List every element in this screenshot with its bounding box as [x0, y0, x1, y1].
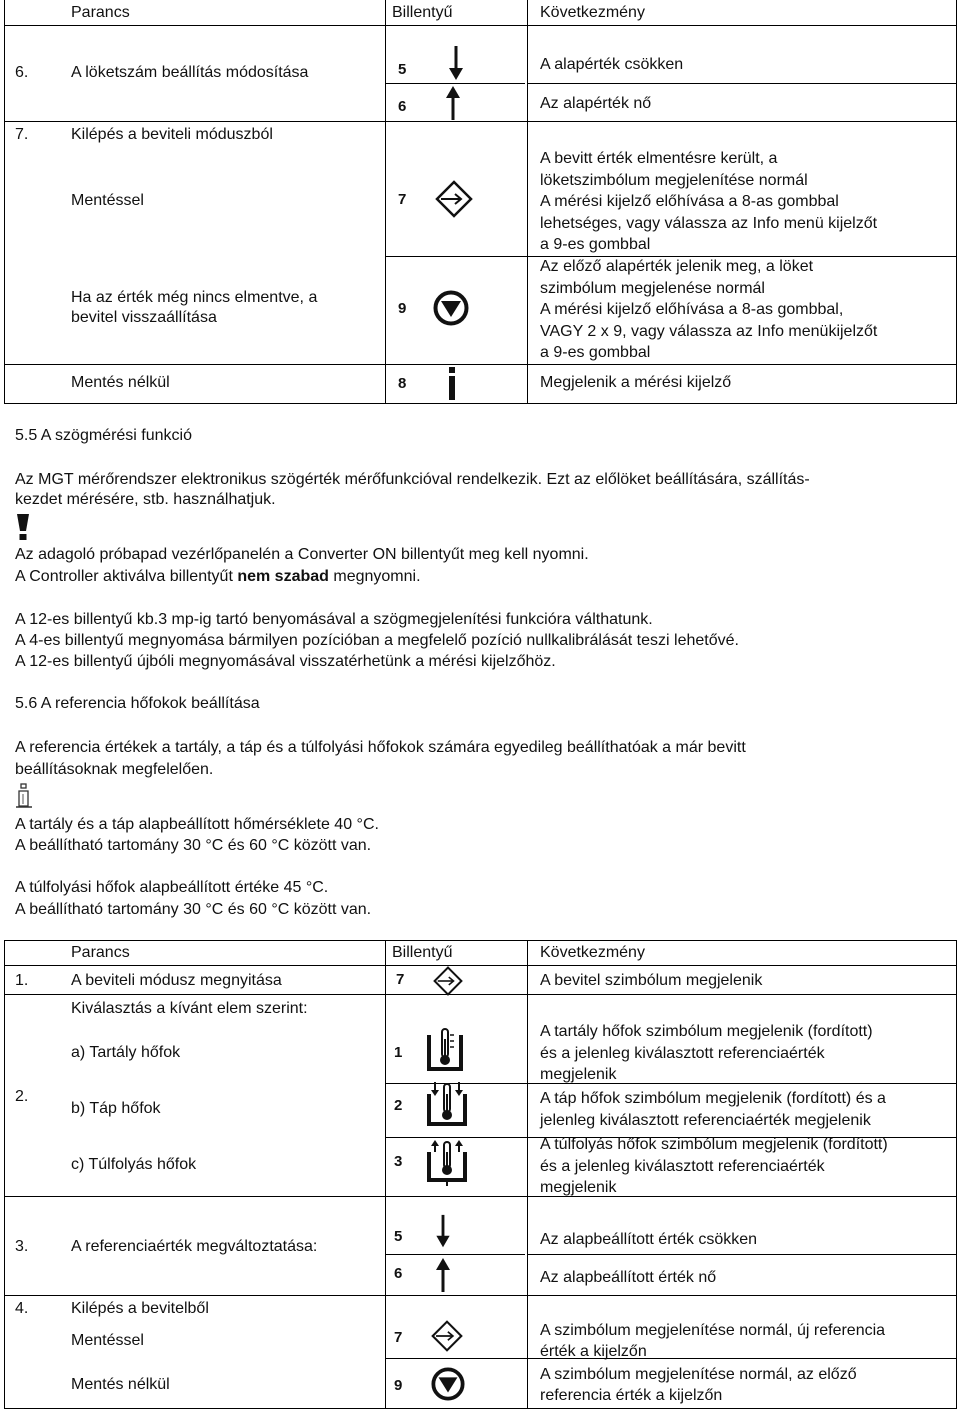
key-9-label: 9	[398, 300, 407, 317]
t1-header-parancs: Parancs	[71, 4, 130, 21]
t1-header-kovetkezmeny: Következmény	[540, 4, 645, 21]
t1-header-billentyu: Billentyű	[392, 4, 453, 21]
t2-header-parancs: Parancs	[71, 944, 130, 961]
t1-row7-save: Mentéssel	[71, 192, 144, 209]
key-5-label: 5	[394, 1228, 403, 1245]
s55-warn-line1: Az adagoló próbapad vezérlőpanelén a Converter ON billentyűt meg kell nyomni.	[15, 546, 589, 563]
s55-p1-line2: kezdet mérésére, stb. használhatjuk.	[15, 491, 276, 508]
line: A mérési kijelző előhívása a 8-as gombbal,	[540, 301, 844, 318]
t2-row2-num: 2.	[15, 1088, 29, 1105]
t2-row2-result-c	[540, 1134, 888, 1199]
info-hand-icon	[14, 782, 36, 810]
t2-row4-save: Mentéssel	[71, 1332, 144, 1349]
t1-row7-nosave-result: Megjelenik a mérési kijelző	[540, 374, 732, 391]
t2-row2-result-b	[540, 1088, 886, 1131]
arrow-down-icon	[433, 1213, 453, 1251]
key-7-label: 7	[394, 1329, 403, 1346]
t1-row6-result5: A alapérték csökken	[540, 56, 684, 73]
enter-diamond-icon	[432, 966, 464, 996]
s56-info2-line2: A beállítható tartomány 30 °C és 60 °C között van.	[15, 901, 372, 918]
s56-info1-line1: A tartály és a táp alapbeállított hőmérséklete 40 °C.	[15, 816, 379, 833]
t2-row1-result: A bevitel szimbólum megjelenik	[540, 972, 763, 989]
line: Ha az érték még nincs elmentve, a	[71, 289, 318, 306]
stop-triangle-icon	[430, 1367, 466, 1401]
arrow-up-icon	[433, 1256, 453, 1294]
key-2-label: 2	[394, 1097, 403, 1114]
s56-p1-line2: beállításoknak megfelelően.	[15, 761, 214, 778]
t1-row7-nosave: Mentés nélkül	[71, 374, 170, 391]
line: A mérési kijelző előhívása a 8-as gombbal	[540, 193, 839, 210]
key-8-label: 8	[398, 375, 407, 392]
line: megjelenik	[540, 1066, 617, 1083]
enter-diamond-icon	[430, 1320, 464, 1352]
s56-info1-line2: A beállítható tartomány 30 °C és 60 °C között van.	[15, 837, 372, 854]
line: a 9-es gombbal	[540, 236, 651, 253]
section-5-5-heading: 5.5 A szögmérési funkció	[15, 427, 192, 444]
s56-info2-line1: A túlfolyási hőfok alapbeállított értéke 45 °C.	[15, 879, 329, 896]
t2-row3-result6: Az alapbeállított érték nő	[540, 1269, 717, 1286]
line: A túlfolyás hőfok szimbólum megjelenik (fordított)	[540, 1136, 888, 1153]
t2-row2-b: b) Táp hőfok	[71, 1100, 161, 1117]
line: lehetséges, vagy válassza az Info menü kijelzőt	[540, 214, 878, 232]
t1-row7-restore	[71, 288, 317, 328]
t1-row7-command: Kilépés a beviteli móduszból	[71, 126, 273, 143]
t1-row7-num: 7.	[15, 126, 29, 143]
t2-row1-command: A beviteli módusz megnyitása	[71, 972, 282, 989]
s55-p1-line1: Az MGT mérőrendszer elektronikus szögérték mérőfunkcióval rendelkezik. Ezt az előlöket beállítására, szállítás-	[15, 471, 810, 488]
t1-row6-command: A löketszám beállítás módosítása	[71, 64, 309, 81]
line: megjelenik	[540, 1179, 617, 1196]
line: jelenleg kiválasztott referenciaérték megjelenik	[540, 1111, 871, 1129]
line: A szimbólum megjelenítése normál, az előző	[540, 1366, 857, 1383]
t2-row2-a: a) Tartály hőfok	[71, 1044, 181, 1061]
line: Az előző alapérték jelenik meg, a löket	[540, 258, 814, 275]
key-7-label: 7	[396, 971, 405, 988]
line: referencia érték a kijelzőn	[540, 1387, 723, 1404]
t2-row1-num: 1.	[15, 972, 29, 989]
tank-temperature-icon	[425, 1025, 465, 1075]
s56-p1-line1: A referencia értékek a tartály, a táp és a túlfolyási hőfokok számára egyedileg beállíthatóak a már bevitt	[15, 739, 746, 756]
line: a 9-es gombbal	[540, 344, 651, 361]
t2-row2-command: Kiválasztás a kívánt elem szerint:	[71, 1000, 308, 1017]
s55-p2-line3: A 12-es billentyű újbóli megnyomásával visszatérhetünk a mérési kijelzőhöz.	[15, 653, 556, 670]
line: A szimbólum megjelenítése normál, új referencia	[540, 1322, 886, 1339]
t2-row3-num: 3.	[15, 1238, 29, 1255]
t2-row3-command: A referenciaérték megváltoztatása:	[71, 1238, 318, 1255]
t1-row6-result6: Az alapérték nő	[540, 95, 652, 112]
key-3-label: 3	[394, 1153, 403, 1170]
warn2-pre: A Controller aktiválva billentyűt	[15, 568, 238, 585]
t1-row7-save-result	[540, 148, 877, 256]
t2-row4-nosave-result	[540, 1364, 857, 1406]
enter-diamond-icon	[434, 180, 474, 218]
arrow-down-icon	[446, 44, 466, 84]
line: löketszimbólum megjelenítése normál	[540, 171, 808, 189]
stop-triangle-icon	[432, 290, 470, 326]
section-5-6-heading: 5.6 A referencia hőfokok beállítása	[15, 695, 260, 712]
feed-temperature-icon	[425, 1080, 469, 1130]
key-7-label: 7	[398, 191, 407, 208]
t2-row4-num: 4.	[15, 1300, 29, 1317]
line: A táp hőfok szimbólum megjelenik (fordított) és a	[540, 1090, 886, 1107]
line: VAGY 2 x 9, vagy válassza az Info menükijelzőt	[540, 322, 878, 340]
t1-row6-num: 6.	[15, 64, 29, 81]
line: bevitel visszaállítása	[71, 309, 217, 326]
key-6-label: 6	[394, 1265, 403, 1282]
t1-row7-restore-result	[540, 256, 877, 364]
s55-p2-line2: A 4-es billentyű megnyomása bármilyen pozícióban a megfelelő pozíció nullkalibrálását teszi lehetővé.	[15, 632, 739, 649]
info-i-icon	[444, 366, 460, 402]
line: és a jelenleg kiválasztott referenciaérték	[540, 1157, 825, 1175]
t2-row4-save-result	[540, 1320, 885, 1362]
t2-header-billentyu: Billentyű	[392, 944, 453, 961]
line: szimbólum megjelenése normál	[540, 279, 765, 297]
key-9-label: 9	[394, 1377, 403, 1394]
t2-header-kovetkezmeny: Következmény	[540, 944, 645, 961]
line: A bevitt érték elmentésre került, a	[540, 150, 778, 167]
overflow-temperature-icon	[425, 1138, 469, 1188]
key-5-label: 5	[398, 61, 407, 78]
warning-exclamation-icon	[14, 513, 32, 541]
line: A tartály hőfok szimbólum megjelenik (fordított)	[540, 1023, 873, 1040]
arrow-up-icon	[443, 84, 463, 122]
s55-warn-line2	[15, 567, 421, 587]
t2-row2-c: c) Túlfolyás hőfok	[71, 1156, 197, 1173]
t2-row4-command: Kilépés a bevitelből	[71, 1300, 209, 1317]
line: érték a kijelzőn	[540, 1343, 647, 1360]
t2-row3-result5: Az alapbeállított érték csökken	[540, 1231, 758, 1248]
warn2-post: megnyomni.	[328, 568, 421, 585]
warn2-bold: nem szabad	[237, 568, 329, 585]
key-6-label: 6	[398, 98, 407, 115]
line: és a jelenleg kiválasztott referenciaérték	[540, 1044, 825, 1062]
key-1-label: 1	[394, 1044, 403, 1061]
t2-row4-nosave: Mentés nélkül	[71, 1376, 170, 1393]
t2-row2-result-a	[540, 1021, 873, 1086]
s55-p2-line1: A 12-es billentyű kb.3 mp-ig tartó benyomásával a szögmegjelenítési funkcióra válthatunk.	[15, 611, 653, 628]
